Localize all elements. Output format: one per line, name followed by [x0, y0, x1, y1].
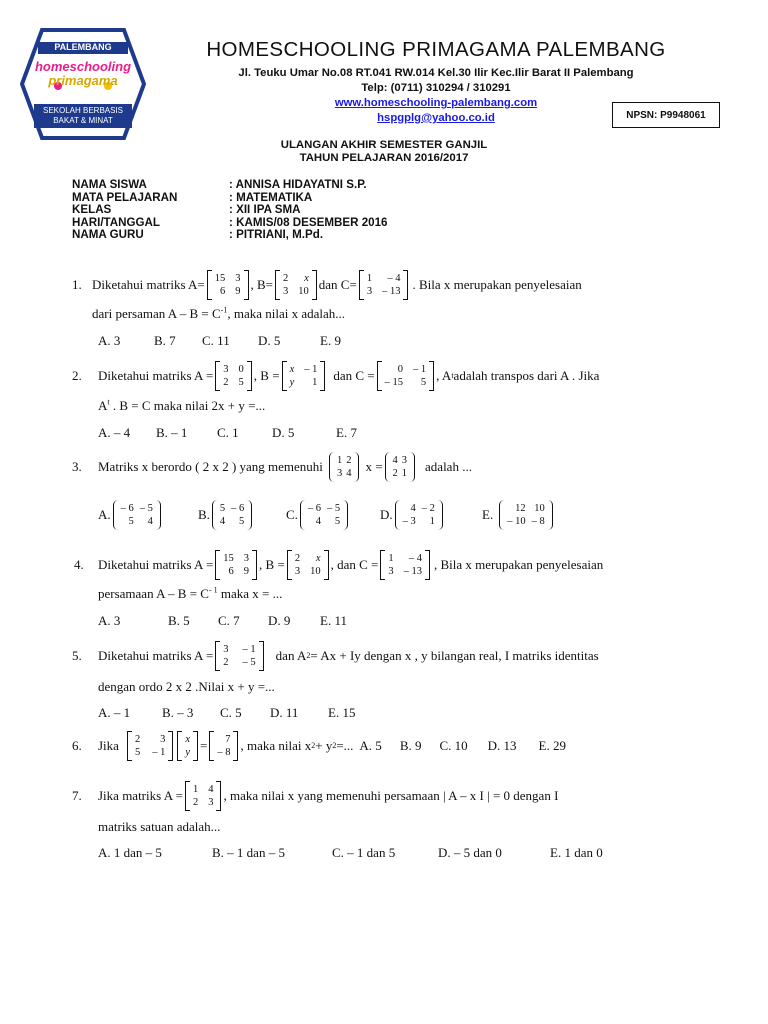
option[interactable]: B. 7 [154, 333, 176, 348]
question-7-line2: matriks satuan adalah... [98, 819, 221, 834]
option[interactable]: A. – 4 [98, 425, 131, 440]
matrix-b: 2 x 3 10 [275, 270, 317, 300]
phone: Telp: (0711) 310294 / 310291 [361, 82, 511, 94]
option[interactable]: D. 4 – 2 – 3 1 [380, 500, 445, 530]
question-4-line2: persamaan $A - B = C^{- 1}$ maka x = ... [98, 585, 283, 601]
address: Jl. Teuku Umar No.08 RT.041 RW.014 Kel.30 Ilir Kec.Ilir Barat II Palembang [238, 67, 634, 79]
option[interactable]: C. 10 [439, 738, 468, 753]
option[interactable]: A. – 6 – 5 5 4 [98, 500, 163, 530]
question-4: 4. Diketahui matriks A = 15 3 6 9 , B = 2 x 3 10 , dan C = 1 – 4 3 – 13 , Bila x merupakan penyelesaian [74, 550, 603, 580]
option[interactable]: D. 9 [268, 613, 291, 628]
school-logo [20, 28, 146, 140]
matrix-c: 1 – 4 3 – 13 [359, 270, 409, 300]
vector-xy: x y [177, 731, 198, 761]
matrix-b: x – 1 y 1 [282, 361, 326, 391]
matrix-a: 1 4 2 3 [185, 781, 222, 811]
matrix-2: 4 3 2 1 [385, 452, 416, 482]
exam-title: ULANGAN AKHIR SEMESTER GANJIL TAHUN PELAJARAN 2016/2017 [280, 139, 488, 164]
question-1: 1. Diketahui matriks A= 15 3 6 9 , B= 2 x 3 10 dan C= 1 – 4 3 – 13 . Bila x merupakan penyelesaian [72, 270, 582, 300]
option[interactable]: D. 5 [272, 425, 295, 440]
matrix-a: 15 3 6 9 [207, 270, 249, 300]
option[interactable]: E. 29 [538, 738, 566, 753]
question-2: 2. Diketahui matriks A = 3 0 2 5 , B = x – 1 y 1 dan C = 0 – 1 – 15 5 , A t adalah transpos dari A . Jika [72, 361, 599, 391]
website-link[interactable]: www.homeschooling-palembang.com [334, 97, 538, 109]
info-row: NAMA GURU : PITRIANI, M.Pd. [72, 228, 324, 242]
option[interactable]: D. – 5 dan 0 [438, 845, 502, 860]
npsn-box: NPSN: P9948061 [612, 102, 720, 128]
option[interactable]: C. – 1 dan 5 [332, 845, 396, 860]
option[interactable]: B. – 3 [162, 705, 194, 720]
option[interactable]: E. 12 10 – 10 – 8 [482, 500, 555, 530]
question-5: 5. Diketahui matriks A = 3 – 1 2 – 5 dan A 2 = Ax + Iy dengan x , y bilangan real, I matriks identitas [72, 641, 599, 671]
option[interactable]: E. 7 [336, 425, 357, 440]
info-row: HARI/TANGGAL : KAMIS/08 DESEMBER 2016 [72, 215, 388, 229]
option[interactable]: A. 5 [359, 738, 382, 753]
info-row: KELAS : XII IPA SMA [72, 203, 301, 217]
question-5-line2: dengan ordo 2 x 2 .Nilai x + y =... [98, 679, 275, 694]
option[interactable]: C. 11 [202, 333, 230, 348]
option[interactable]: E. 15 [328, 705, 356, 720]
option[interactable]: B. 5 [168, 613, 190, 628]
option[interactable]: D. 13 [487, 738, 517, 753]
student-info [72, 179, 388, 242]
option[interactable]: B. – 1 [156, 425, 188, 440]
option[interactable]: D. 5 [258, 333, 281, 348]
matrix-a: 3 – 1 2 – 5 [215, 641, 263, 671]
option[interactable]: E. 9 [320, 333, 341, 348]
question-7: 7. Jika matriks A = 1 4 2 3 , maka nilai x yang memenuhi persamaan | A – x I | = 0 dengan I [72, 781, 558, 811]
option[interactable]: A. 3 [98, 333, 121, 348]
matrix-c: 0 – 1 – 15 5 [377, 361, 435, 391]
option[interactable]: E. 1 dan 0 [550, 845, 603, 860]
matrix-a: 3 0 2 5 [215, 361, 252, 391]
option[interactable]: D. 11 [270, 705, 299, 720]
question-6: 6. Jika 2 3 5 – 1 x y = 7 – 8 , maka nilai x 2 + y 2 =... A. 5 B. 9 C. 10 D. 13 E. 29 [72, 731, 566, 761]
option[interactable]: E. 11 [320, 613, 347, 628]
logo-bottom-text: SEKOLAH BERBASIS BAKAT & MINAT [42, 106, 124, 125]
question-3: 3. Matriks x berordo ( 2 x 2 ) yang memenuhi 1 2 3 4 x = 4 3 2 1 adalah ... [72, 452, 472, 482]
logo-top-text: PALEMBANG [54, 42, 112, 52]
matrix-a: 15 3 6 9 [215, 550, 257, 580]
info-row: MATA PELAJARAN : MATEMATIKA [72, 190, 313, 204]
option[interactable]: A. 1 dan – 5 [98, 845, 162, 860]
option[interactable]: C. 1 [217, 425, 239, 440]
option[interactable]: C. – 6 – 5 4 5 [286, 500, 350, 530]
question-1-line2: dari persaman $A - B = C^{-1}$, maka nilai x adalah... [92, 305, 346, 321]
school-name: HOMESCHOOLING PRIMAGAMA PALEMBANG [206, 38, 666, 61]
option[interactable]: A. 3 [98, 613, 121, 628]
matrix-m: 2 3 5 – 1 [127, 731, 173, 761]
matrix-1: 1 2 3 4 [329, 452, 360, 482]
option[interactable]: A. – 1 [98, 705, 131, 720]
logo-line2: primagama [48, 73, 118, 88]
question-2-line2: $A^t$ . B = C maka nilai 2x + y =... [98, 397, 266, 413]
option[interactable]: B. 5 – 6 4 5 [198, 500, 254, 530]
option[interactable]: B. – 1 dan – 5 [212, 845, 285, 860]
matrix-b: 2 x 3 10 [287, 550, 329, 580]
vector-result: 7 – 8 [209, 731, 238, 761]
option[interactable]: C. 5 [220, 705, 242, 720]
option[interactable]: C. 7 [218, 613, 240, 628]
option[interactable]: B. 9 [399, 738, 422, 753]
email-link[interactable]: hspgplg@yahoo.co.id [377, 112, 495, 124]
info-row: NAMA SISWA : ANNISA HIDAYATNI S.P. [72, 178, 367, 191]
matrix-c: 1 – 4 3 – 13 [380, 550, 430, 580]
logo-line1: homeschooling [34, 59, 132, 74]
